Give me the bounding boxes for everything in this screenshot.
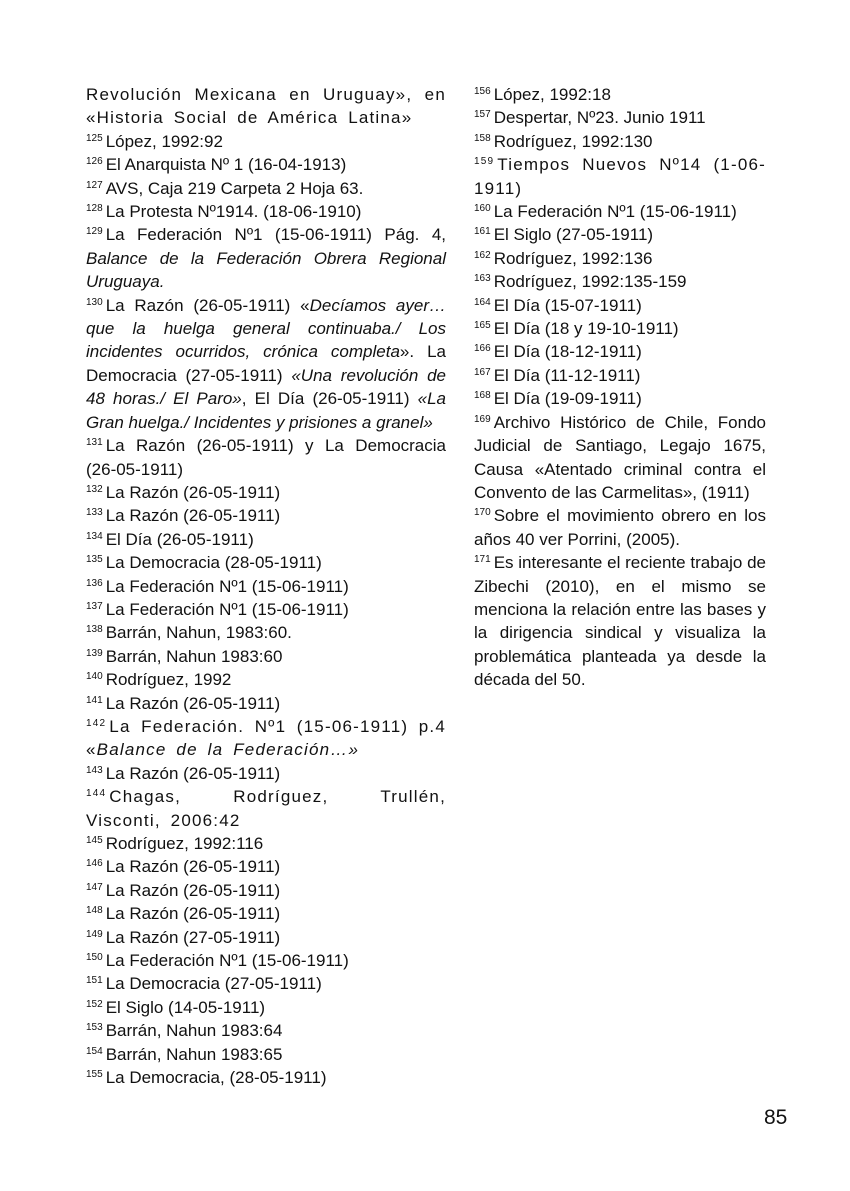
footnote-text: AVS, Caja 219 Carpeta 2 Hoja 63. — [105, 178, 364, 198]
footnote-text: Barrán, Nahun 1983:64 — [105, 1021, 283, 1041]
footnote-text: Despertar, Nº23. Junio 1911 — [493, 108, 706, 128]
footnote-number: 136 — [86, 577, 103, 589]
footnote-number: 138 — [86, 624, 103, 636]
footnote — [474, 130, 766, 153]
footnote-number: 129 — [86, 226, 103, 238]
footnote — [86, 153, 446, 176]
footnote — [86, 1066, 446, 1089]
footnote-number: 130 — [86, 296, 103, 308]
footnote-text: El Día (26-05-1911) — [105, 529, 254, 549]
footnote-number: 150 — [86, 952, 103, 964]
footnote-text: El Día (18 y 19-10-1911) — [493, 319, 679, 339]
footnote-number: 168 — [474, 390, 491, 402]
footnote — [86, 832, 446, 855]
footnote-text: Rodríguez, 1992 — [105, 670, 232, 690]
footnote-italic-text: Decíamos ayer… que la huelga general continuaba./ Los incidentes ocurridos, crónica completa — [86, 295, 446, 362]
footnote-text: La Democracia (28-05-1911) — [105, 553, 322, 573]
footnote-text: La Razón (26-05-1911) — [105, 857, 281, 877]
footnote-text: Revolución Mexicana en Uruguay», en «Historia Social de América Latina» — [86, 85, 446, 128]
footnote — [86, 83, 446, 130]
footnote-number: 137 — [86, 600, 103, 612]
footnote — [86, 996, 446, 1019]
footnote-text: Archivo Histórico de Chile, Fondo Judicial de Santiago, Legajo 1675, Causa «Atentado criminal contra el Convento de las Carmelitas», (1911) — [474, 412, 766, 502]
footnote-number: 131 — [86, 437, 103, 449]
footnote-text: La Federación Nº1 (15-06-1911) Pág. 4, — [105, 225, 446, 245]
footnote-number: 165 — [474, 320, 491, 332]
footnote-text: La Razón (27-05-1911) — [105, 927, 281, 947]
footnote-number: 125 — [86, 132, 103, 144]
footnote-number: 152 — [86, 998, 103, 1010]
footnote — [474, 106, 766, 129]
footnote-number: 151 — [86, 975, 103, 987]
footnote-number: 141 — [86, 694, 103, 706]
footnote-number: 140 — [86, 671, 103, 683]
footnote-number: 153 — [86, 1022, 103, 1034]
footnote — [474, 270, 766, 293]
footnote-italic-text: Balance de la Federación Obrera Regional Uruguaya. — [86, 248, 446, 292]
footnote-number: 134 — [86, 530, 103, 542]
footnote-text: La Razón (26-05-1911) — [105, 763, 281, 783]
footnote — [86, 715, 446, 762]
footnote — [474, 223, 766, 246]
footnote-number: 169 — [474, 413, 491, 425]
footnote-text: El Día (18-12-1911) — [493, 342, 642, 362]
footnote-number: 139 — [86, 647, 103, 659]
footnote-text: La Federación. Nº1 (15-06-1911) p.4 « — [86, 716, 446, 760]
footnote-text: Barrán, Nahun, 1983:60. — [105, 623, 292, 643]
footnote — [86, 926, 446, 949]
footnote-number: 133 — [86, 507, 103, 519]
footnote-text: El Anarquista Nº 1 (16-04-1913) — [105, 155, 347, 175]
footnote-text: El Siglo (14-05-1911) — [105, 997, 266, 1017]
footnote — [474, 153, 766, 200]
footnote — [474, 364, 766, 387]
footnote-text: ». La Democracia (27-05-1911) — [86, 342, 446, 385]
footnote-number: 159 — [474, 156, 495, 168]
footnote-text: El Día (11-12-1911) — [493, 365, 641, 385]
footnote-number: 157 — [474, 109, 491, 121]
footnote-text: La Democracia (27-05-1911) — [105, 974, 322, 994]
footnote-number: 162 — [474, 249, 491, 261]
footnote-number: 135 — [86, 554, 103, 566]
footnote — [474, 317, 766, 340]
footnote-text: Rodríguez, 1992:135-159 — [493, 272, 687, 292]
footnote-text: Rodríguez, 1992:116 — [105, 834, 264, 853]
footnote-number: 132 — [86, 483, 103, 495]
footnote-number: 148 — [86, 905, 103, 917]
footnote-number: 158 — [474, 132, 491, 144]
footnote-italic-text: «Una revolución de 48 horas./ El Paro» — [86, 365, 446, 409]
footnote-number: 146 — [86, 858, 103, 870]
footnote — [86, 223, 446, 293]
footnote-text: Sobre el movimiento obrero en los años 40 ver Porrini, (2005). — [474, 506, 766, 549]
footnote — [86, 645, 446, 668]
footnote-text: La Razón (26-05-1911) y La Democracia (26-05-1911) — [86, 436, 446, 479]
footnote — [86, 1043, 446, 1066]
footnote-number: 149 — [86, 928, 103, 940]
footnote-number: 171 — [474, 554, 491, 566]
footnote-number: 170 — [474, 507, 491, 519]
footnote — [86, 177, 446, 200]
footnote-text: , El Día (26-05-1911) — [241, 389, 418, 409]
footnote — [474, 387, 766, 410]
footnote-text: Tiempos Nuevos Nº14 (1-06-1911) — [474, 155, 766, 198]
footnote-text: La Democracia, (28-05-1911) — [105, 1068, 327, 1088]
footnote — [86, 668, 446, 691]
footnote-number: 161 — [474, 226, 491, 238]
footnote-number: 155 — [86, 1069, 103, 1081]
footnote-text: López, 1992:18 — [493, 85, 611, 104]
footnote-text: Barrán, Nahun 1983:60 — [105, 646, 283, 666]
footnote — [86, 1019, 446, 1042]
footnote-number: 164 — [474, 296, 491, 308]
footnote — [86, 949, 446, 972]
footnote-number: 147 — [86, 881, 103, 893]
footnote-number: 156 — [474, 86, 491, 97]
footnote-number: 145 — [86, 835, 103, 846]
footnote-text: Barrán, Nahun 1983:65 — [105, 1044, 283, 1064]
footnote-text: La Razón (26-05-1911) — [105, 880, 281, 900]
footnote — [86, 855, 446, 878]
footnote-number: 166 — [474, 343, 491, 355]
footnote — [474, 294, 766, 317]
footnote-text: La Federación Nº1 (15-06-1911) — [105, 951, 349, 971]
footnote — [86, 902, 446, 925]
footnote — [474, 247, 766, 270]
footnote — [86, 200, 446, 223]
footnote-text: Chagas, Rodríguez, Trullén, Visconti, 2006:42 — [86, 787, 446, 830]
footnote-italic-text: Balance de la Federación…» — [96, 740, 360, 760]
footnote — [86, 294, 446, 434]
footnote-text: Es interesante el reciente trabajo de Zibechi (2010), en el mismo se menciona la relación entre las bases y la dirigencia sindical y visualiza la problemática planteada ya desde la década del 50. — [474, 553, 766, 690]
footnote-text: La Razón (26-05-1911) — [105, 506, 281, 526]
footnote-text: La Protesta Nº1914. (18-06-1910) — [105, 202, 362, 222]
footnotes-left-column — [86, 83, 446, 1089]
footnote — [86, 972, 446, 995]
footnote-text: La Razón (26-05-1911) — [105, 482, 281, 502]
footnote — [474, 411, 766, 505]
footnotes-right-column — [474, 83, 766, 692]
footnote-text: El Siglo (27-05-1911) — [493, 225, 654, 245]
footnote-text: Rodríguez, 1992:136 — [493, 248, 653, 268]
footnote — [86, 575, 446, 598]
footnote-number: 142 — [86, 717, 107, 729]
footnote — [86, 130, 446, 153]
footnote — [86, 504, 446, 527]
footnote — [86, 598, 446, 621]
footnote-number: 154 — [86, 1045, 103, 1057]
footnote-number: 143 — [86, 764, 103, 776]
footnote — [86, 434, 446, 481]
footnote-text: La Razón (26-05-1911) « — [105, 295, 310, 315]
footnote — [86, 481, 446, 504]
footnote — [474, 551, 766, 691]
footnote-text: El Día (19-09-1911) — [493, 389, 642, 409]
footnote — [86, 785, 446, 832]
footnote-text: La Federación Nº1 (15-06-1911) — [105, 599, 349, 619]
footnote-number: 163 — [474, 273, 491, 285]
footnote-text: La Federación Nº1 (15-06-1911) — [105, 576, 349, 596]
footnote — [86, 762, 446, 785]
page-number: 85 — [764, 1106, 788, 1129]
footnote-number: 128 — [86, 203, 103, 215]
footnote-number: 144 — [86, 788, 107, 800]
footnote-text: López, 1992:92 — [105, 131, 223, 151]
footnote-text: La Federación Nº1 (15-06-1911) — [493, 202, 737, 222]
footnote — [474, 504, 766, 551]
footnote-text: La Razón (26-05-1911) — [105, 693, 281, 713]
footnote — [86, 528, 446, 551]
footnote — [86, 621, 446, 644]
footnote-text: Rodríguez, 1992:130 — [493, 131, 653, 151]
footnote-italic-text: «La Gran huelga./ Incidentes y prisiones a granel» — [86, 389, 446, 432]
footnote — [86, 692, 446, 715]
footnote-text: La Razón (26-05-1911) — [105, 904, 281, 924]
footnote — [474, 200, 766, 223]
footnote — [474, 340, 766, 363]
footnote-text: El Día (15-07-1911) — [493, 295, 642, 315]
footnote-number: 127 — [86, 179, 103, 191]
footnote-number: 126 — [86, 156, 103, 168]
footnote-number: 167 — [474, 366, 491, 378]
footnote — [86, 879, 446, 902]
footnote-number: 160 — [474, 203, 491, 215]
footnote — [474, 83, 766, 106]
footnote — [86, 551, 446, 574]
